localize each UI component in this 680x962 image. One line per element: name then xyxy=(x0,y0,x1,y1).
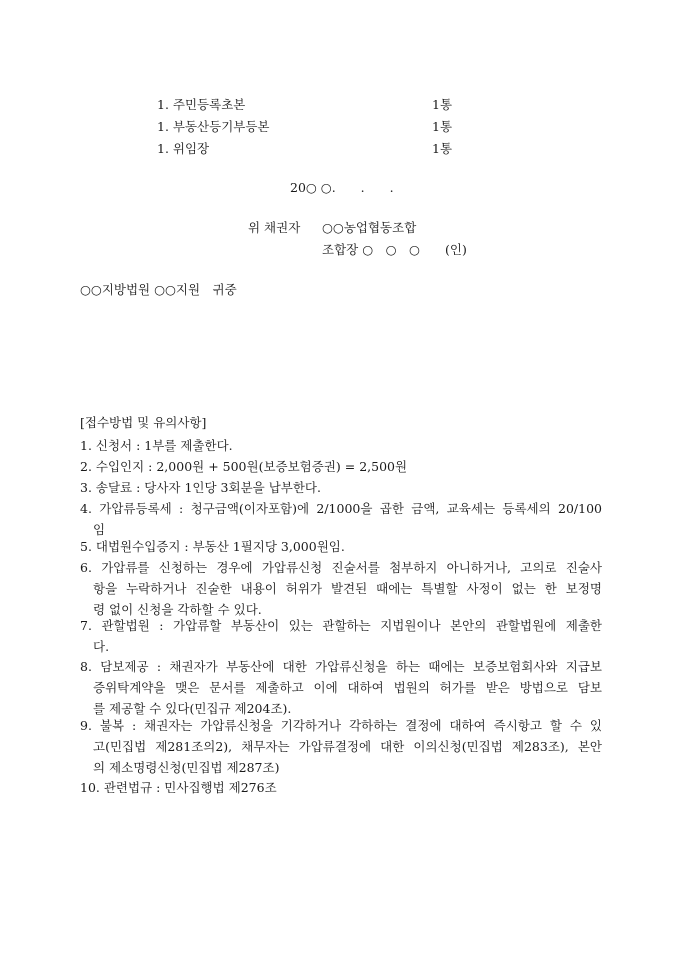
note-line: 9. 불복 : 채권자는 가압류신청을 기각하거나 각하하는 결정에 대하여 즉시항고 할 수 있 xyxy=(80,718,602,733)
note-line: 를 제공할 수 있다(민집규 제204조). xyxy=(93,701,292,716)
note-item xyxy=(80,715,602,778)
court-addressee: ○○지방법원 ○○지원 귀중 xyxy=(80,282,237,297)
attachment-count: 1통 xyxy=(432,119,453,134)
note-line: 1. 신청서 : 1부를 제출한다. xyxy=(80,438,233,453)
note-item xyxy=(80,498,602,540)
note-line: 5. 대법원수입증지 : 부동산 1필지당 3,000원임. xyxy=(80,539,345,554)
note-line: 임 xyxy=(93,522,106,537)
note-item xyxy=(80,557,602,620)
note-item xyxy=(80,456,602,477)
attachment-name: 1. 위임장 xyxy=(157,141,210,156)
seal-mark: (인) xyxy=(445,242,467,257)
note-line: 8. 담보제공 : 채권자가 부동산에 대한 가압류신청을 하는 때에는 보증보험회사와 지급보 xyxy=(80,659,602,674)
creditor-name: ○○농업협동조합 xyxy=(322,220,417,235)
note-line: 증위탁계약을 맺은 문서를 제출하고 이에 대하여 법원의 허가를 받은 방법으로 담보 xyxy=(93,680,602,695)
note-line: 고(민집법 제281조의2), 채무자는 가압류결정에 대한 이의신청(민집법 제283조), 본안 xyxy=(93,739,602,754)
note-line: 항을 누락하거나 진술한 내용이 허위가 발견된 때에는 특별할 사정이 없는 한 보정명 xyxy=(93,581,602,596)
note-line: 의 제소명령신청(민집법 제287조) xyxy=(93,760,280,775)
note-line: 6. 가압류를 신청하는 경우에 가압류신청 진술서를 첨부하지 아니하거나, 고의로 진술사 xyxy=(80,560,602,575)
note-line: 7. 관할법원 : 가압류할 부동산이 있는 관할하는 지법원이나 본안의 관할법원에 제출한 xyxy=(80,618,602,633)
document-date: 20○ ○. . . xyxy=(290,180,394,195)
note-item xyxy=(80,777,602,798)
attachment-name: 1. 주민등록초본 xyxy=(157,97,246,112)
note-item xyxy=(80,536,602,557)
note-line: 3. 송달료 : 당사자 1인당 3회분을 납부한다. xyxy=(80,480,321,495)
note-line: 4. 가압류등록세 : 청구금액(이자포함)에 2/1000을 곱한 금액, 교육세는 등록세의 20/100 xyxy=(80,501,602,516)
attachment-count: 1통 xyxy=(432,97,453,112)
attachment-name: 1. 부동산등기부등본 xyxy=(157,119,270,134)
note-line: 다. xyxy=(93,639,110,654)
note-item xyxy=(80,656,602,719)
notes-heading: [접수방법 및 유의사항] xyxy=(80,415,207,430)
note-item xyxy=(80,435,602,456)
creditor-label: 위 채권자 xyxy=(248,220,301,235)
creditor-representative: 조합장 ○ ○ ○ xyxy=(322,242,420,257)
attachment-count: 1통 xyxy=(432,141,453,156)
note-item xyxy=(80,615,602,657)
note-line: 2. 수입인지 : 2,000원 + 500원(보증보험증권) = 2,500원 xyxy=(80,459,408,474)
note-item xyxy=(80,477,602,498)
note-line: 10. 관련법규 : 민사집행법 제276조 xyxy=(80,780,277,795)
note-line: 령 없이 신청을 각하할 수 있다. xyxy=(93,602,262,617)
